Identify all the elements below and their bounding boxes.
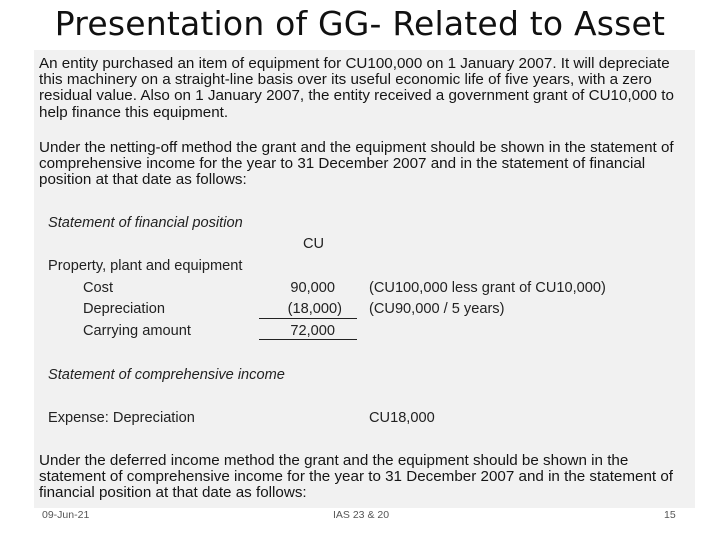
currency-header: CU xyxy=(303,236,325,252)
row-label-carrying-amount: Carrying amount xyxy=(83,323,191,339)
row-label-cost: Cost xyxy=(83,280,114,296)
financial-position-heading: Statement of financial position xyxy=(48,215,243,231)
footer-center-text: IAS 23 & 20 xyxy=(333,509,390,521)
row-note-cost: (CU100,000 less grant of CU10,000) xyxy=(369,280,606,296)
ppe-label: Property, plant and equipment xyxy=(48,258,243,274)
footer-date: 09-Jun-21 xyxy=(42,509,90,521)
row-value-depreciation: (18,000) xyxy=(287,301,342,317)
deferred-income-paragraph: Under the deferred income method the grant and the equipment should be shown in the statement of comprehensive income for the year to 31 December 2007 and in the statement of financial position at that date as follows: xyxy=(39,452,674,502)
netting-off-paragraph: Under the netting-off method the grant and the equipment should be shown in the statement of comprehensive income for the year to 31 December 2007 and in the statement of financial position at that date as follows: xyxy=(39,139,674,189)
row-note-depreciation: (CU90,000 / 5 years) xyxy=(369,301,505,317)
comprehensive-income-heading: Statement of comprehensive income xyxy=(48,367,285,383)
page-number: 15 xyxy=(664,509,676,521)
expense-value: CU18,000 xyxy=(369,410,435,426)
expense-label: Expense: Depreciation xyxy=(48,410,195,426)
row-value-cost: 90,000 xyxy=(290,280,335,296)
row-value-carrying-amount: 72,000 xyxy=(290,323,335,339)
slide-title: Presentation of GG- Related to Asset xyxy=(54,4,666,43)
subtotal-rule xyxy=(259,318,357,319)
intro-paragraph: An entity purchased an item of equipment for CU100,000 on 1 January 2007. It will depreciate this machinery on a straight-line basis over its useful economic life of five years, with a zero residual value. Also on 1 January 2007, the entity received a government grant of CU10,000 to help finance this equipment. xyxy=(39,55,674,121)
row-label-depreciation: Depreciation xyxy=(83,301,165,317)
total-rule xyxy=(259,339,357,340)
